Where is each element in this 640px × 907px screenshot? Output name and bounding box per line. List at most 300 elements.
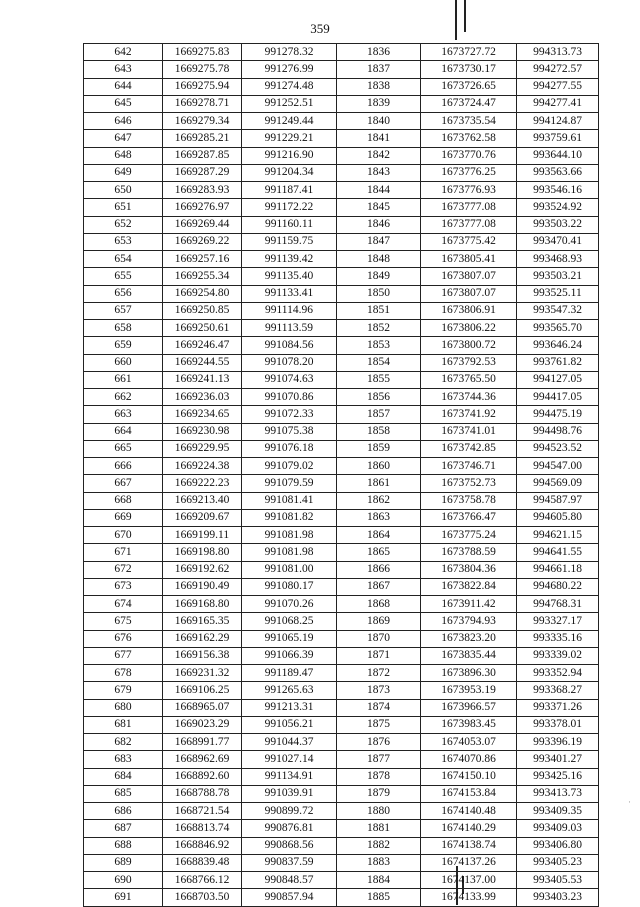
y-coord-left-cell: 991081.00 <box>242 561 337 578</box>
table-row <box>84 164 599 181</box>
x-coord-right-cell: 1673806.91 <box>421 302 517 319</box>
point-id-left-cell: 645 <box>84 95 163 112</box>
x-coord-left-cell: 1668703.50 <box>163 889 242 906</box>
x-coord-left-cell: 1668991.77 <box>163 734 242 751</box>
x-coord-right-cell: 1673911.42 <box>421 596 517 613</box>
y-coord-left-cell: 991066.39 <box>242 647 337 664</box>
x-coord-right-cell: 1673800.72 <box>421 337 517 354</box>
x-coord-left-cell: 1669234.65 <box>163 406 242 423</box>
x-coord-right-cell: 1673727.72 <box>421 44 517 61</box>
y-coord-left-cell: 991081.82 <box>242 509 337 526</box>
point-id-right-cell: 1855 <box>337 371 421 388</box>
y-coord-left-cell: 990899.72 <box>242 803 337 820</box>
y-coord-right-cell: 993378.01 <box>517 716 599 733</box>
binding-mark-top <box>455 0 457 40</box>
point-id-right-cell: 1841 <box>337 130 421 147</box>
point-id-right-cell: 1865 <box>337 544 421 561</box>
point-id-right-cell: 1842 <box>337 147 421 164</box>
point-id-left-cell: 674 <box>84 596 163 613</box>
x-coord-left-cell: 1668788.78 <box>163 785 242 802</box>
point-id-right-cell: 1848 <box>337 251 421 268</box>
y-coord-right-cell: 993401.27 <box>517 751 599 768</box>
y-coord-right-cell: 994277.41 <box>517 95 599 112</box>
y-coord-right-cell: 993371.26 <box>517 699 599 716</box>
table-row <box>84 889 599 906</box>
point-id-right-cell: 1869 <box>337 613 421 630</box>
y-coord-right-cell: 993352.94 <box>517 665 599 682</box>
y-coord-right-cell: 994768.31 <box>517 596 599 613</box>
x-coord-left-cell: 1668721.54 <box>163 803 242 820</box>
y-coord-right-cell: 994313.73 <box>517 44 599 61</box>
x-coord-left-cell: 1669165.35 <box>163 613 242 630</box>
point-id-right-cell: 1836 <box>337 44 421 61</box>
point-id-left-cell: 677 <box>84 647 163 664</box>
x-coord-left-cell: 1669199.11 <box>163 527 242 544</box>
point-id-left-cell: 644 <box>84 78 163 95</box>
table-row <box>84 682 599 699</box>
y-coord-right-cell: 993409.35 <box>517 803 599 820</box>
y-coord-left-cell: 991081.98 <box>242 544 337 561</box>
point-id-right-cell: 1872 <box>337 665 421 682</box>
point-id-right-cell: 1879 <box>337 785 421 802</box>
point-id-left-cell: 662 <box>84 389 163 406</box>
x-coord-left-cell: 1668846.92 <box>163 837 242 854</box>
x-coord-left-cell: 1669255.34 <box>163 268 242 285</box>
x-coord-right-cell: 1673735.54 <box>421 113 517 130</box>
y-coord-left-cell: 991113.59 <box>242 320 337 337</box>
point-id-right-cell: 1863 <box>337 509 421 526</box>
y-coord-right-cell: 994569.09 <box>517 475 599 492</box>
point-id-right-cell: 1850 <box>337 285 421 302</box>
table-row <box>84 337 599 354</box>
y-coord-right-cell: 994272.57 <box>517 61 599 78</box>
y-coord-left-cell: 991080.17 <box>242 578 337 595</box>
y-coord-left-cell: 991274.48 <box>242 78 337 95</box>
y-coord-left-cell: 991075.38 <box>242 423 337 440</box>
x-coord-left-cell: 1669231.32 <box>163 665 242 682</box>
coordinate-table <box>83 43 599 907</box>
table-row <box>84 785 599 802</box>
point-id-left-cell: 686 <box>84 803 163 820</box>
point-id-left-cell: 660 <box>84 354 163 371</box>
point-id-right-cell: 1873 <box>337 682 421 699</box>
table-row <box>84 389 599 406</box>
point-id-right-cell: 1862 <box>337 492 421 509</box>
y-coord-left-cell: 991044.37 <box>242 734 337 751</box>
x-coord-left-cell: 1668766.12 <box>163 872 242 889</box>
point-id-left-cell: 684 <box>84 768 163 785</box>
point-id-right-cell: 1874 <box>337 699 421 716</box>
x-coord-right-cell: 1674053.07 <box>421 734 517 751</box>
table-row <box>84 544 599 561</box>
y-coord-right-cell: 994475.19 <box>517 406 599 423</box>
y-coord-left-cell: 991065.19 <box>242 630 337 647</box>
y-coord-right-cell: 993547.32 <box>517 302 599 319</box>
x-coord-left-cell: 1669275.94 <box>163 78 242 95</box>
x-coord-left-cell: 1668962.69 <box>163 751 242 768</box>
y-coord-right-cell: 993759.61 <box>517 130 599 147</box>
point-id-left-cell: 673 <box>84 578 163 595</box>
x-coord-left-cell: 1669190.49 <box>163 578 242 595</box>
x-coord-right-cell: 1673823.20 <box>421 630 517 647</box>
point-id-left-cell: 683 <box>84 751 163 768</box>
x-coord-left-cell: 1669209.67 <box>163 509 242 526</box>
y-coord-left-cell: 991070.86 <box>242 389 337 406</box>
y-coord-right-cell: 994124.87 <box>517 113 599 130</box>
table-row <box>84 578 599 595</box>
x-coord-right-cell: 1673765.50 <box>421 371 517 388</box>
x-coord-left-cell: 1669156.38 <box>163 647 242 664</box>
x-coord-right-cell: 1673741.92 <box>421 406 517 423</box>
x-coord-right-cell: 1673726.65 <box>421 78 517 95</box>
x-coord-left-cell: 1669192.62 <box>163 561 242 578</box>
table-row <box>84 216 599 233</box>
x-coord-left-cell: 1669279.34 <box>163 113 242 130</box>
point-id-right-cell: 1858 <box>337 423 421 440</box>
point-id-right-cell: 1856 <box>337 389 421 406</box>
point-id-right-cell: 1847 <box>337 233 421 250</box>
x-coord-left-cell: 1669283.93 <box>163 182 242 199</box>
table-row <box>84 630 599 647</box>
scan-speck: · <box>628 797 631 807</box>
point-id-left-cell: 649 <box>84 164 163 181</box>
table-row <box>84 492 599 509</box>
point-id-right-cell: 1857 <box>337 406 421 423</box>
y-coord-left-cell: 991276.99 <box>242 61 337 78</box>
table-row <box>84 699 599 716</box>
x-coord-right-cell: 1673730.17 <box>421 61 517 78</box>
point-id-left-cell: 678 <box>84 665 163 682</box>
table-row <box>84 872 599 889</box>
y-coord-left-cell: 991081.98 <box>242 527 337 544</box>
point-id-left-cell: 661 <box>84 371 163 388</box>
x-coord-left-cell: 1669246.47 <box>163 337 242 354</box>
point-id-left-cell: 690 <box>84 872 163 889</box>
point-id-right-cell: 1871 <box>337 647 421 664</box>
x-coord-right-cell: 1674138.74 <box>421 837 517 854</box>
x-coord-right-cell: 1673822.84 <box>421 578 517 595</box>
y-coord-right-cell: 993503.21 <box>517 268 599 285</box>
x-coord-right-cell: 1673758.78 <box>421 492 517 509</box>
x-coord-left-cell: 1669275.78 <box>163 61 242 78</box>
y-coord-right-cell: 993368.27 <box>517 682 599 699</box>
table-row <box>84 423 599 440</box>
point-id-right-cell: 1866 <box>337 561 421 578</box>
x-coord-left-cell: 1669168.80 <box>163 596 242 613</box>
point-id-left-cell: 671 <box>84 544 163 561</box>
x-coord-right-cell: 1673953.19 <box>421 682 517 699</box>
x-coord-right-cell: 1674153.84 <box>421 785 517 802</box>
point-id-left-cell: 653 <box>84 233 163 250</box>
y-coord-right-cell: 994621.15 <box>517 527 599 544</box>
x-coord-right-cell: 1673775.42 <box>421 233 517 250</box>
y-coord-right-cell: 994605.80 <box>517 509 599 526</box>
point-id-left-cell: 687 <box>84 820 163 837</box>
point-id-left-cell: 691 <box>84 889 163 906</box>
y-coord-right-cell: 993327.17 <box>517 613 599 630</box>
table-row <box>84 734 599 751</box>
y-coord-right-cell: 993405.53 <box>517 872 599 889</box>
point-id-left-cell: 652 <box>84 216 163 233</box>
x-coord-left-cell: 1668965.07 <box>163 699 242 716</box>
x-coord-right-cell: 1674140.29 <box>421 820 517 837</box>
y-coord-left-cell: 991084.56 <box>242 337 337 354</box>
y-coord-left-cell: 991076.18 <box>242 440 337 457</box>
x-coord-left-cell: 1669244.55 <box>163 354 242 371</box>
table-row <box>84 647 599 664</box>
point-id-right-cell: 1878 <box>337 768 421 785</box>
table-row <box>84 561 599 578</box>
point-id-right-cell: 1853 <box>337 337 421 354</box>
y-coord-left-cell: 991159.75 <box>242 233 337 250</box>
table-row <box>84 268 599 285</box>
x-coord-right-cell: 1673746.71 <box>421 458 517 475</box>
x-coord-left-cell: 1668839.48 <box>163 854 242 871</box>
table-row <box>84 130 599 147</box>
y-coord-right-cell: 993503.22 <box>517 216 599 233</box>
y-coord-left-cell: 991134.91 <box>242 768 337 785</box>
x-coord-left-cell: 1668892.60 <box>163 768 242 785</box>
table-row <box>84 820 599 837</box>
x-coord-right-cell: 1673804.36 <box>421 561 517 578</box>
y-coord-right-cell: 993335.16 <box>517 630 599 647</box>
point-id-left-cell: 658 <box>84 320 163 337</box>
table-row <box>84 527 599 544</box>
y-coord-right-cell: 993413.73 <box>517 785 599 802</box>
point-id-right-cell: 1880 <box>337 803 421 820</box>
x-coord-right-cell: 1673983.45 <box>421 716 517 733</box>
x-coord-left-cell: 1669224.38 <box>163 458 242 475</box>
point-id-right-cell: 1838 <box>337 78 421 95</box>
table-row <box>84 751 599 768</box>
x-coord-right-cell: 1673794.93 <box>421 613 517 630</box>
y-coord-right-cell: 993524.92 <box>517 199 599 216</box>
y-coord-right-cell: 993409.03 <box>517 820 599 837</box>
table-row <box>84 440 599 457</box>
x-coord-left-cell: 1669198.80 <box>163 544 242 561</box>
point-id-right-cell: 1849 <box>337 268 421 285</box>
y-coord-right-cell: 994523.52 <box>517 440 599 457</box>
y-coord-left-cell: 991070.26 <box>242 596 337 613</box>
x-coord-right-cell: 1673777.08 <box>421 216 517 233</box>
point-id-right-cell: 1843 <box>337 164 421 181</box>
point-id-left-cell: 675 <box>84 613 163 630</box>
y-coord-left-cell: 991135.40 <box>242 268 337 285</box>
x-coord-right-cell: 1673788.59 <box>421 544 517 561</box>
x-coord-left-cell: 1669285.21 <box>163 130 242 147</box>
table-row <box>84 302 599 319</box>
y-coord-left-cell: 991160.11 <box>242 216 337 233</box>
x-coord-right-cell: 1673742.85 <box>421 440 517 457</box>
y-coord-left-cell: 990837.59 <box>242 854 337 871</box>
table-row <box>84 837 599 854</box>
y-coord-right-cell: 993525.11 <box>517 285 599 302</box>
page-number: 359 <box>310 21 330 36</box>
y-coord-left-cell: 990857.94 <box>242 889 337 906</box>
x-coord-right-cell: 1673770.76 <box>421 147 517 164</box>
y-coord-right-cell: 993396.19 <box>517 734 599 751</box>
point-id-left-cell: 663 <box>84 406 163 423</box>
x-coord-left-cell: 1669222.23 <box>163 475 242 492</box>
table-row <box>84 78 599 95</box>
y-coord-left-cell: 991278.32 <box>242 44 337 61</box>
y-coord-left-cell: 991252.51 <box>242 95 337 112</box>
table-row <box>84 285 599 302</box>
point-id-left-cell: 654 <box>84 251 163 268</box>
y-coord-left-cell: 991139.42 <box>242 251 337 268</box>
point-id-right-cell: 1882 <box>337 837 421 854</box>
x-coord-right-cell: 1673776.25 <box>421 164 517 181</box>
x-coord-left-cell: 1669213.40 <box>163 492 242 509</box>
x-coord-right-cell: 1673762.58 <box>421 130 517 147</box>
table-row <box>84 406 599 423</box>
x-coord-right-cell: 1674140.48 <box>421 803 517 820</box>
binding-mark-top-2 <box>464 0 466 32</box>
y-coord-right-cell: 993403.23 <box>517 889 599 906</box>
table-row <box>84 354 599 371</box>
y-coord-left-cell: 991027.14 <box>242 751 337 768</box>
point-id-left-cell: 669 <box>84 509 163 526</box>
point-id-left-cell: 689 <box>84 854 163 871</box>
y-coord-left-cell: 991204.34 <box>242 164 337 181</box>
y-coord-right-cell: 993546.16 <box>517 182 599 199</box>
point-id-left-cell: 647 <box>84 130 163 147</box>
point-id-right-cell: 1875 <box>337 716 421 733</box>
point-id-left-cell: 688 <box>84 837 163 854</box>
x-coord-right-cell: 1673966.57 <box>421 699 517 716</box>
table-row <box>84 251 599 268</box>
x-coord-left-cell: 1669241.13 <box>163 371 242 388</box>
point-id-left-cell: 667 <box>84 475 163 492</box>
table-row <box>84 475 599 492</box>
y-coord-right-cell: 993563.66 <box>517 164 599 181</box>
y-coord-right-cell: 993644.10 <box>517 147 599 164</box>
table-row <box>84 44 599 61</box>
point-id-left-cell: 648 <box>84 147 163 164</box>
table-row <box>84 61 599 78</box>
y-coord-left-cell: 991229.21 <box>242 130 337 147</box>
point-id-left-cell: 659 <box>84 337 163 354</box>
point-id-right-cell: 1846 <box>337 216 421 233</box>
y-coord-left-cell: 990876.81 <box>242 820 337 837</box>
y-coord-left-cell: 991079.02 <box>242 458 337 475</box>
table-row <box>84 458 599 475</box>
point-id-right-cell: 1864 <box>337 527 421 544</box>
point-id-right-cell: 1860 <box>337 458 421 475</box>
point-id-left-cell: 656 <box>84 285 163 302</box>
y-coord-right-cell: 993406.80 <box>517 837 599 854</box>
x-coord-right-cell: 1674150.10 <box>421 768 517 785</box>
table-row <box>84 371 599 388</box>
x-coord-left-cell: 1669236.03 <box>163 389 242 406</box>
x-coord-right-cell: 1673766.47 <box>421 509 517 526</box>
point-id-left-cell: 672 <box>84 561 163 578</box>
y-coord-left-cell: 991056.21 <box>242 716 337 733</box>
y-coord-left-cell: 991079.59 <box>242 475 337 492</box>
table-row <box>84 509 599 526</box>
x-coord-right-cell: 1673792.53 <box>421 354 517 371</box>
table-row <box>84 233 599 250</box>
y-coord-left-cell: 991074.63 <box>242 371 337 388</box>
point-id-right-cell: 1867 <box>337 578 421 595</box>
point-id-left-cell: 665 <box>84 440 163 457</box>
x-coord-left-cell: 1669275.83 <box>163 44 242 61</box>
y-coord-left-cell: 990848.57 <box>242 872 337 889</box>
table-row <box>84 95 599 112</box>
x-coord-right-cell: 1673777.08 <box>421 199 517 216</box>
y-coord-right-cell: 993405.23 <box>517 854 599 871</box>
x-coord-left-cell: 1669257.16 <box>163 251 242 268</box>
x-coord-right-cell: 1673806.22 <box>421 320 517 337</box>
y-coord-left-cell: 991133.41 <box>242 285 337 302</box>
x-coord-left-cell: 1669229.95 <box>163 440 242 457</box>
table-row <box>84 320 599 337</box>
x-coord-right-cell: 1674137.26 <box>421 854 517 871</box>
point-id-right-cell: 1876 <box>337 734 421 751</box>
x-coord-left-cell: 1669023.29 <box>163 716 242 733</box>
y-coord-left-cell: 991068.25 <box>242 613 337 630</box>
y-coord-right-cell: 993565.70 <box>517 320 599 337</box>
table-row <box>84 613 599 630</box>
x-coord-right-cell: 1673835.44 <box>421 647 517 664</box>
point-id-right-cell: 1877 <box>337 751 421 768</box>
y-coord-right-cell: 994498.76 <box>517 423 599 440</box>
y-coord-right-cell: 994127.05 <box>517 371 599 388</box>
y-coord-left-cell: 991189.47 <box>242 665 337 682</box>
y-coord-right-cell: 994417.05 <box>517 389 599 406</box>
y-coord-left-cell: 991213.31 <box>242 699 337 716</box>
x-coord-right-cell: 1673896.30 <box>421 665 517 682</box>
y-coord-right-cell: 993761.82 <box>517 354 599 371</box>
x-coord-right-cell: 1673775.24 <box>421 527 517 544</box>
y-coord-right-cell: 993425.16 <box>517 768 599 785</box>
table-row <box>84 182 599 199</box>
x-coord-left-cell: 1669250.85 <box>163 302 242 319</box>
x-coord-left-cell: 1669250.61 <box>163 320 242 337</box>
y-coord-right-cell: 993470.41 <box>517 233 599 250</box>
table-row <box>84 803 599 820</box>
y-coord-right-cell: 994641.55 <box>517 544 599 561</box>
y-coord-left-cell: 990868.56 <box>242 837 337 854</box>
point-id-left-cell: 655 <box>84 268 163 285</box>
point-id-right-cell: 1852 <box>337 320 421 337</box>
x-coord-right-cell: 1673805.41 <box>421 251 517 268</box>
table-row <box>84 596 599 613</box>
y-coord-left-cell: 991078.20 <box>242 354 337 371</box>
table-row <box>84 147 599 164</box>
point-id-left-cell: 682 <box>84 734 163 751</box>
y-coord-right-cell: 994680.22 <box>517 578 599 595</box>
x-coord-left-cell: 1669106.25 <box>163 682 242 699</box>
x-coord-right-cell: 1673807.07 <box>421 285 517 302</box>
x-coord-left-cell: 1669269.44 <box>163 216 242 233</box>
x-coord-right-cell: 1673807.07 <box>421 268 517 285</box>
y-coord-left-cell: 991172.22 <box>242 199 337 216</box>
point-id-left-cell: 680 <box>84 699 163 716</box>
point-id-left-cell: 679 <box>84 682 163 699</box>
point-id-left-cell: 666 <box>84 458 163 475</box>
y-coord-right-cell: 994277.55 <box>517 78 599 95</box>
point-id-right-cell: 1861 <box>337 475 421 492</box>
point-id-right-cell: 1840 <box>337 113 421 130</box>
x-coord-left-cell: 1669287.29 <box>163 164 242 181</box>
table-row <box>84 716 599 733</box>
point-id-left-cell: 676 <box>84 630 163 647</box>
x-coord-right-cell: 1673744.36 <box>421 389 517 406</box>
x-coord-right-cell: 1674133.99 <box>421 889 517 906</box>
x-coord-right-cell: 1673776.93 <box>421 182 517 199</box>
point-id-left-cell: 664 <box>84 423 163 440</box>
